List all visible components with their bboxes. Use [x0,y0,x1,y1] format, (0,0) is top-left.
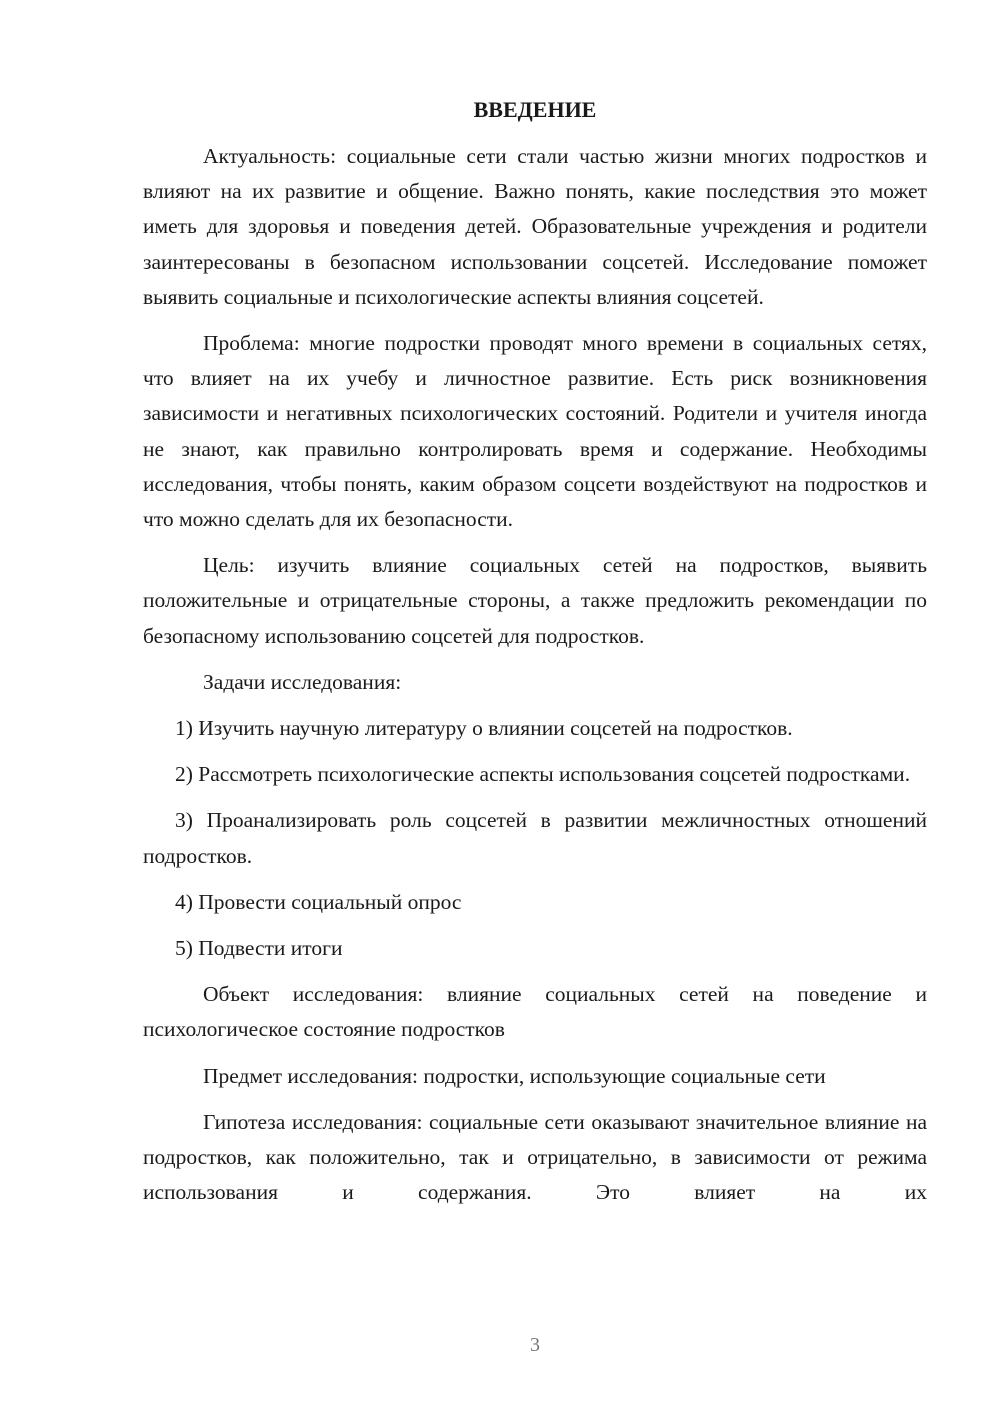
paragraph-subject: Предмет исследования: подростки, использующие социальные сети [203,1063,826,1088]
paragraph-goal: Цель: изучить влияние социальных сетей на подростков, выявить положительные и отрицательные стороны, а также предложить рекомендации по безопасному использованию соцсетей для подростков. [143,553,927,648]
task-item-5: 5) Подвести итоги [175,936,343,961]
tasks-heading: Задачи исследования: [203,669,402,694]
document-page [143,94,927,1221]
paragraph-actuality: Актуальность: социальные сети стали частью жизни многих подростков и влияют на их развитие и общение. Важно понять, какие последствия это может иметь для здоровья и поведения детей. Образовательные учреждения и родители заинтересованы в безопасном использовании соцсетей. Исследование поможет выявить социальные и психологические аспекты влияния соцсетей. [143,144,927,309]
task-item-4: 4) Провести социальный опрос [175,889,462,914]
paragraph-object: Объект исследования: влияние социальных сетей на поведение и психологическое состояние подростков [143,982,927,1042]
task-item-3: 3) Проанализировать роль соцсетей в развитии межличностных отношений подростков. [143,808,927,868]
page-number: 3 [530,1334,540,1356]
paragraph-problem: Проблема: многие подростки проводят много времени в социальных сетях, что влияет на их учебу и личностное развитие. Есть риск возникновения зависимости и негативных психологических состояний. Родители и учителя иногда не знают, как правильно контролировать время и содержание. Необходимы исследования, чтобы понять, каким образом соцсети воздействуют на подростков и что можно сделать для их безопасности. [143,331,927,532]
paragraph-hypothesis: Гипотеза исследования: социальные сети оказывают значительное влияние на подростков, как положительно, так и отрицательно, в зависимости от режима использования и содержания. Это влияет на их [143,1109,927,1205]
section-title: ВВЕДЕНИЕ [473,97,597,122]
task-item-1: 1) Изучить научную литературу о влиянии соцсетей на подростков. [175,716,793,741]
task-item-2: 2) Рассмотреть психологические аспекты использования соцсетей подростками. [175,762,911,787]
